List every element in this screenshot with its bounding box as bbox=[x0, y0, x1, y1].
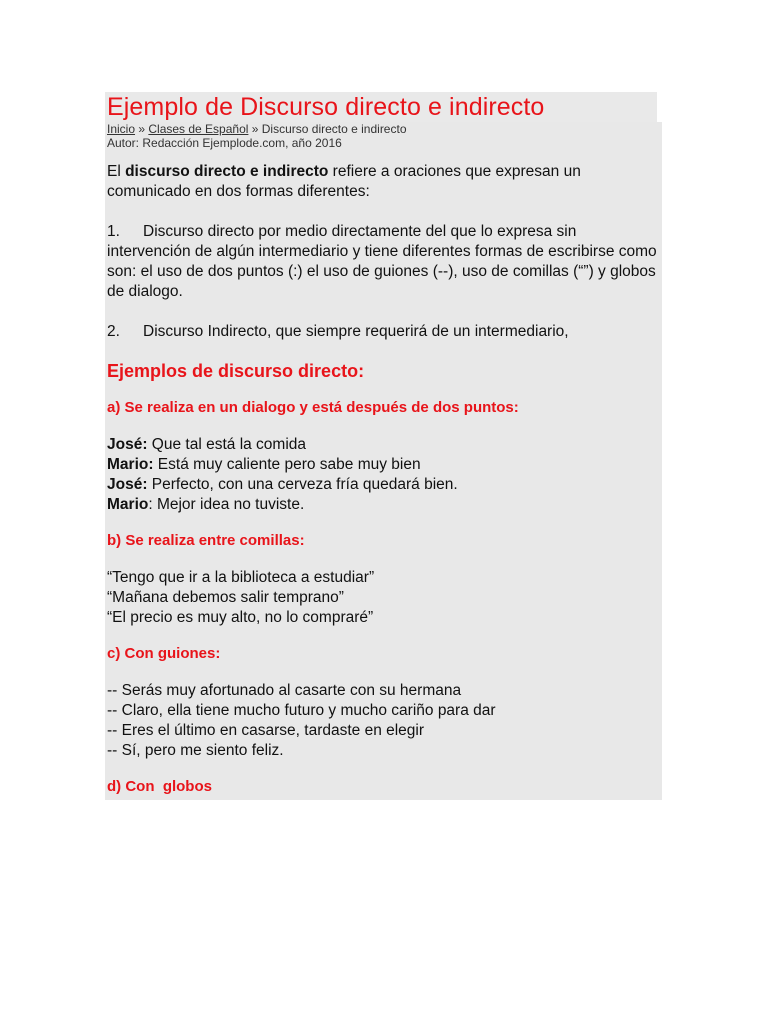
list-item-number: 2. bbox=[107, 323, 120, 340]
breadcrumb bbox=[107, 122, 657, 136]
section-b-heading: b) Se realiza entre comillas: bbox=[107, 532, 305, 549]
section-a-heading: a) Se realiza en un dialogo y está después de dos puntos: bbox=[107, 399, 519, 416]
dialogue-line bbox=[107, 455, 657, 475]
dialogue-text: : Mejor idea no tuviste. bbox=[148, 496, 305, 513]
quote-line: “Tengo que ir a la biblioteca a estudiar” bbox=[107, 569, 375, 586]
author-line: Autor: Redacción Ejemplode.com, año 2016 bbox=[107, 136, 342, 150]
quote-line: “Mañana debemos salir temprano” bbox=[107, 589, 344, 606]
dash-line: -- Claro, ella tiene mucho futuro y mucho cariño para dar bbox=[107, 702, 496, 719]
list-item-text: Discurso Indirecto, que siempre requerirá de un intermediario, bbox=[143, 323, 569, 340]
speaker-name: Mario: bbox=[107, 456, 154, 473]
list-item-text: Discurso directo por medio directamente del que lo expresa sin intervención de algún intermediario y tiene diferentes formas de escribirse como son: el uso de dos puntos (:) el uso de guiones (--), uso de comillas (“”) y globos de dialogo. bbox=[107, 223, 657, 300]
document-page bbox=[105, 92, 662, 800]
section-c-heading: c) Con guiones: bbox=[107, 645, 221, 662]
breadcrumb-current: Discurso directo e indirecto bbox=[261, 122, 407, 136]
dialogue-line bbox=[107, 435, 657, 455]
dash-line: -- Serás muy afortunado al casarte con su hermana bbox=[107, 682, 462, 699]
breadcrumb-separator: » bbox=[248, 122, 262, 136]
list-item bbox=[107, 322, 657, 342]
intro-bold-term: discurso directo e indirecto bbox=[125, 163, 329, 180]
intro-text: El bbox=[107, 163, 126, 180]
title-bar bbox=[105, 92, 662, 122]
examples-heading: Ejemplos de discurso directo: bbox=[107, 361, 365, 381]
breadcrumb-link-home[interactable]: Inicio bbox=[107, 122, 136, 136]
intro-paragraph bbox=[107, 162, 657, 202]
dialogue-block bbox=[107, 435, 657, 515]
dash-line: -- Sí, pero me siento feliz. bbox=[107, 742, 284, 759]
section-d-heading: d) Con globos bbox=[107, 778, 212, 795]
dialogue-line bbox=[107, 495, 657, 515]
dialogue-text: Perfecto, con una cerveza fría quedará bien. bbox=[147, 476, 458, 493]
list-item-number: 1. bbox=[107, 223, 120, 240]
quotes-block bbox=[107, 568, 657, 628]
dash-line: -- Eres el último en casarse, tardaste en elegir bbox=[107, 722, 425, 739]
speaker-name: José: bbox=[107, 476, 148, 493]
list-item bbox=[107, 222, 657, 302]
dialogue-text: Que tal está la comida bbox=[147, 436, 307, 453]
article-content bbox=[107, 122, 657, 797]
speaker-name: Mario bbox=[107, 496, 149, 513]
intro-text: refiere a oraciones que expresan un comunicado en dos formas diferentes: bbox=[107, 163, 581, 200]
quote-line: “El precio es muy alto, no lo compraré” bbox=[107, 609, 374, 626]
breadcrumb-separator: » bbox=[135, 122, 149, 136]
dash-lines-block bbox=[107, 681, 657, 761]
speaker-name: José: bbox=[107, 436, 148, 453]
breadcrumb-link-category[interactable]: Clases de Español bbox=[148, 122, 249, 136]
page-title: Ejemplo de Discurso directo e indirecto bbox=[107, 93, 545, 121]
dialogue-line bbox=[107, 475, 657, 495]
dialogue-text: Está muy caliente pero sabe muy bien bbox=[153, 456, 421, 473]
